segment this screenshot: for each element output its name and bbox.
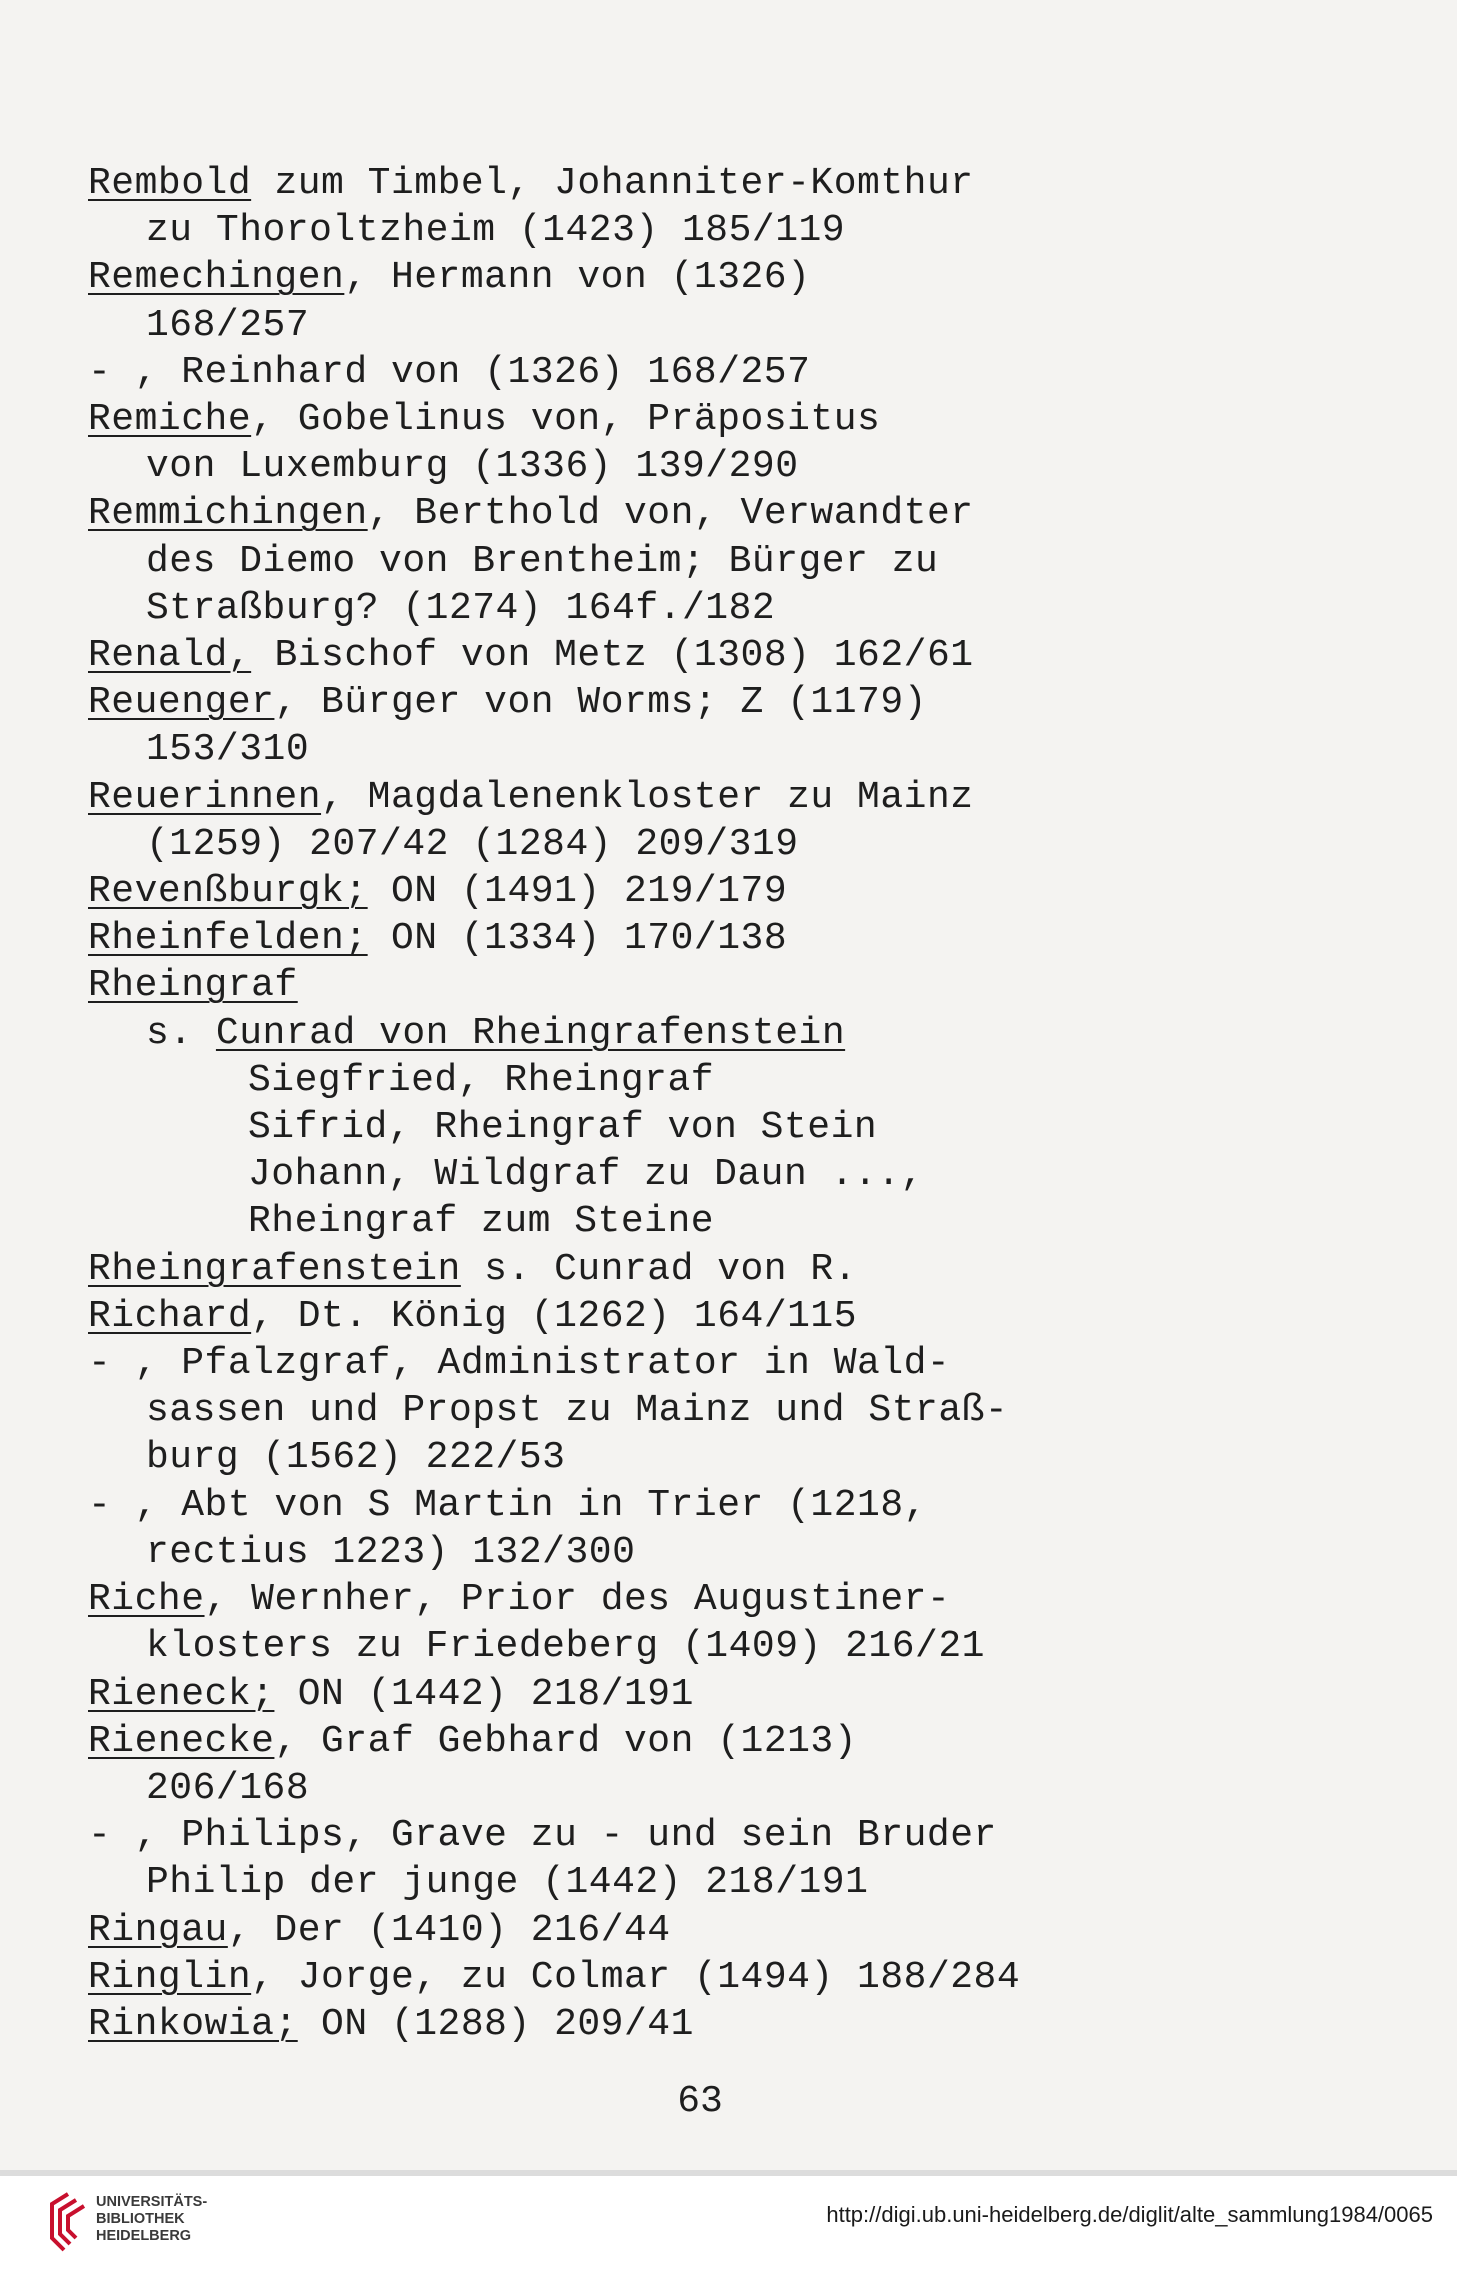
index-entry: Reuenger, Bürger von Worms; Z (1179) 153/310 [88, 681, 927, 772]
entry-heading: Remiche [88, 398, 252, 442]
page-number: 63 [677, 2080, 723, 2123]
entry-heading: Rieneck; [88, 1672, 275, 1716]
index-entry: Revenßburgk; ON (1491) 219/179 [88, 870, 788, 914]
entry-heading: Reuerinnen [88, 775, 322, 819]
index-entry: Rembold zum Timbel, Johanniter-Komthur zu Thoroltzheim (1423) 185/119 [88, 162, 974, 253]
index-entry: Remiche, Gobelinus von, Präpositus von Luxemburg (1336) 139/290 [88, 398, 881, 489]
entry-heading: Revenßburgk; [88, 870, 368, 914]
index-entry: Rheinfelden; ON (1334) 170/138 [88, 917, 788, 961]
index-entry: Rheingrafenstein s. Cunrad von R. [88, 1247, 858, 1291]
index-entry: Rinkowia; ON (1288) 209/41 [88, 2002, 694, 2046]
entry-heading: Ringau [88, 1908, 228, 1952]
entry-heading: Rheinfelden; [88, 917, 368, 961]
index-entry: Rheingraf s. Cunrad von Rheingrafenstein Siegfried, Rheingraf Sifrid, Rheingraf von Stein Johann, Wildgraf zu Daun ..., Rheingraf zum Steine [88, 962, 1168, 1245]
index-entry: Renald, Bischof von Metz (1308) 162/61 [88, 634, 974, 678]
see-reference: Johann, Wildgraf zu Daun ..., [248, 1153, 924, 1197]
entry-heading: Reuenger [88, 681, 275, 725]
entry-heading: Rienecke [88, 1719, 275, 1763]
entry-heading: Rheingrafenstein [88, 1247, 461, 1291]
index-entry: Reuerinnen, Magdalenenkloster zu Mainz (1259) 207/42 (1284) 209/319 [88, 775, 974, 866]
entry-heading: Rembold [88, 162, 252, 205]
see-reference: Siegfried, Rheingraf [248, 1058, 715, 1102]
index-entry: Ringlin, Jorge, zu Colmar (1494) 188/284 [88, 1955, 1021, 1999]
index-entry: Rienecke, Graf Gebhard von (1213) 206/168 [88, 1719, 858, 1810]
index-entry: - , Pfalzgraf, Administrator in Wald- sassen und Propst zu Mainz und Straß- burg (1562) 222/53 [88, 1342, 1009, 1480]
index-entry: Richard, Dt. König (1262) 164/115 [88, 1294, 858, 1338]
see-reference: Cunrad von Rheingrafenstein [215, 1011, 846, 1055]
library-logo-icon [38, 2190, 88, 2256]
index-entry: Remechingen, Hermann von (1326) 168/257 [88, 256, 811, 347]
entry-heading: Rheingraf [88, 964, 298, 1008]
entry-heading: Ringlin [88, 1955, 252, 1999]
index-entry: - , Philips, Grave zu - und sein Bruder Philip der junge (1442) 218/191 [88, 1814, 997, 1905]
entry-heading: Rinkowia; [88, 2002, 298, 2046]
index-entry: - , Abt von S Martin in Trier (1218, rectius 1223) 132/300 [88, 1483, 927, 1574]
index-entry: Ringau, Der (1410) 216/44 [88, 1908, 671, 1952]
index-entry: - , Reinhard von (1326) 168/257 [88, 350, 811, 394]
entry-heading: Riche [88, 1578, 205, 1622]
entry-heading: Renald, [88, 634, 252, 678]
index-entry: Riche, Wernher, Prior des Augustiner- klosters zu Friedeberg (1409) 216/21 [88, 1578, 985, 1669]
library-name: UNIVERSITÄTS- BIBLIOTHEK HEIDELBERG [96, 2194, 208, 2244]
source-url-link[interactable]: http://digi.ub.uni-heidelberg.de/diglit/alte_sammlung1984/0065 [826, 2202, 1433, 2227]
see-reference: Sifrid, Rheingraf von Stein [248, 1106, 878, 1150]
footer-bar [0, 2176, 1457, 2281]
entry-heading: Remechingen [88, 256, 345, 300]
entry-heading: Richard [88, 1294, 252, 1338]
index-entry: Rieneck; ON (1442) 218/191 [88, 1672, 694, 1716]
index-entry: Remmichingen, Berthold von, Verwandter des Diemo von Brentheim; Bürger zu Straßburg? (1274) 164f./182 [88, 492, 974, 630]
entry-heading: Remmichingen [88, 492, 368, 536]
index-list [88, 160, 1168, 2048]
